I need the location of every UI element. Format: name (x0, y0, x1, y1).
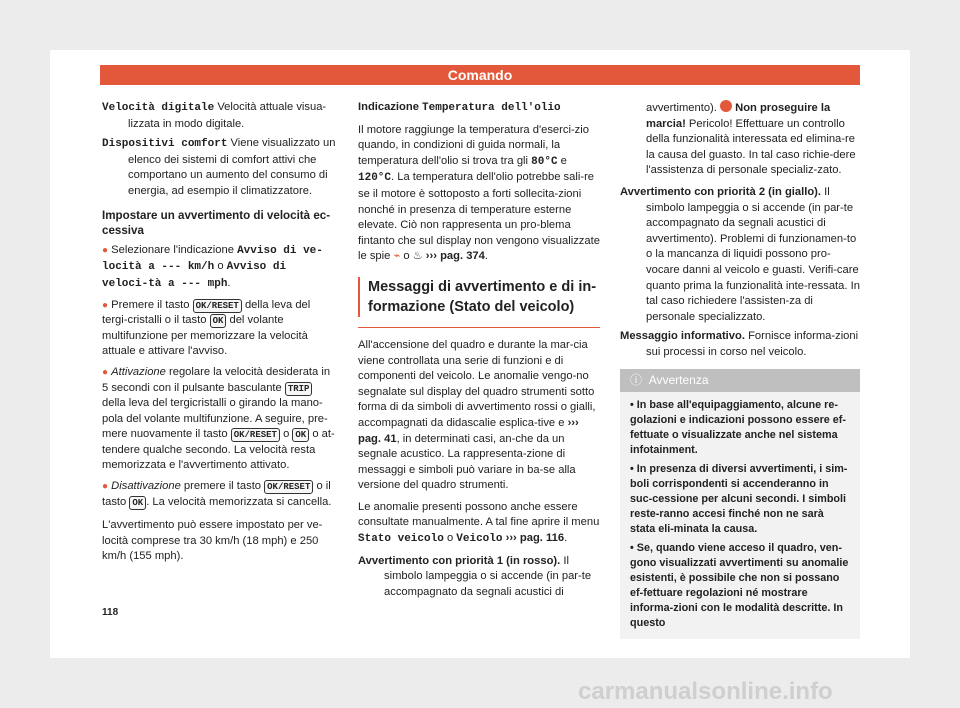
menu-name: Stato veicolo (358, 533, 444, 546)
warning-title: Avvertenza (648, 372, 709, 387)
oil-warning-icon: ⌁ (393, 250, 401, 263)
text: premere il tasto (183, 480, 262, 493)
ok-reset-key-icon: OK/RESET (231, 428, 280, 442)
text: o (446, 532, 454, 545)
definition-priority-1 (358, 554, 600, 601)
page-link[interactable]: ››› pag. 374 (425, 250, 485, 263)
temperature-value: 80°C (531, 155, 558, 168)
heading-rule (358, 327, 600, 328)
text: della leva del tergi-cristalli o il tasto (102, 298, 311, 327)
priority-1-continued (620, 100, 860, 179)
bullet-icon: ● (102, 299, 109, 311)
bullet-activation (102, 365, 338, 474)
paragraph-oil-temp (358, 123, 600, 265)
column-3 (620, 100, 860, 639)
term: Avvertimento con priorità 1 (in rosso). (358, 554, 561, 567)
text: della leva del tergicristalli o girando la mano-pola del volante multifunzione. A seguire, pre-mere nuovamente il tasto (102, 397, 328, 441)
def-text: Viene visualizzato un elenco dei sistemi di comfort attivi che comportano un aumento del consumo di energia, ad esempio il climatizzatore. (128, 137, 336, 197)
text: o (403, 250, 410, 263)
page-number: 118 (102, 607, 119, 618)
info-icon: ⓘ (630, 372, 643, 387)
section-header: Comando (100, 65, 860, 85)
text: Il simbolo lampeggia o si accende (in par-te accompagnato da segnali acustici di (384, 554, 592, 598)
text: o at-tendere qualche secondo. La velocità resta memorizzata e l'avvertimento attivato. (102, 428, 335, 472)
definition-digital-speed (102, 100, 338, 132)
text: . (564, 532, 568, 545)
temperature-value: 120°C (358, 172, 392, 185)
text: . (484, 250, 488, 263)
bullet-deactivation (102, 479, 338, 510)
text: Premere il tasto (111, 298, 190, 311)
term: Messaggio informativo. (620, 330, 745, 343)
trip-key-icon: TRIP (285, 382, 313, 396)
warning-box-header (620, 369, 860, 393)
bullet-select (102, 243, 338, 293)
ok-key-icon: OK (129, 496, 146, 510)
bullet-icon: ● (102, 366, 109, 378)
text: Se, quando viene acceso il quadro, ven-gono visualizzati avvertimenti su anomalie esistenti, è possibile che non si possano ef-fettuare regolazioni né mostrare informa-zioni con le modalità descritte. In questo (630, 542, 849, 630)
text: All'accensione del quadro e durante la mar-cia viene controllata una serie di funzioni e di componenti del veicolo. Le anomalie vengo-no segnalate sul display del quadro strumenti sotto forma di da simboli di avvertimento rossi o gialli, accompagnati da didascalie esplica-tive e (358, 338, 596, 429)
text: , in determinati casi, an-che da un segnale acustico. La rappresenta-zione di messaggi e simboli può variare in ba-se alla versione del quadro strumenti. (358, 432, 576, 492)
page-link[interactable]: ››› pag. 116 (505, 532, 565, 545)
text: Non proseguire la marcia! (646, 102, 831, 130)
page-link[interactable]: ››› pag. 41 (358, 416, 579, 445)
text: Disattivazione (111, 480, 181, 493)
bullet-icon: ● (102, 244, 109, 256)
definition-info-message (620, 329, 860, 360)
watermark: carmanualsonline.info (578, 678, 833, 705)
text: o (283, 428, 290, 441)
definition-priority-2 (620, 185, 860, 325)
oil-temp-icon: ♨ (412, 250, 423, 263)
display-option: Temperatura dell'olio (422, 102, 561, 114)
text: Attivazione (111, 365, 166, 378)
paragraph-speed-range: L'avvertimento può essere impostato per ve-locità comprese tra 30 km/h (18 mph) e 250 km/h (155 mph). (102, 519, 323, 563)
ok-key-icon: OK (210, 314, 227, 328)
text: . (227, 276, 231, 289)
text: . La temperatura dell'olio potrebbe sali-re se il motore è sottoposto a forti sollecita-zioni nonché in presenza di temperature esterne elevate. Ciò non rappresenta un pro-blema fintanto che sul display non vengono visualizzate le spie (358, 171, 600, 263)
warning-item: • Se, quando viene acceso il quadro, ven-gono visualizzati avvertimenti su anomalie esistenti, è possibile che non si possano ef-fettuare regolazioni né mostrare informa-zioni con le modalità descritte. In questo (630, 542, 849, 630)
subheading-speed-warning: Impostare un avvertimento di velocità ec-cessiva (102, 208, 331, 238)
text: Le anomalie presenti possono anche essere consultate manualmente. A tal fine aprire il menu (358, 500, 600, 529)
paragraph-messages (358, 338, 600, 494)
definition-comfort-devices (102, 136, 338, 199)
term: Avvertimento con priorità 2 (in giallo). (620, 185, 821, 198)
term-digital-speed: Velocità digitale (102, 102, 215, 114)
text: del volante multifunzione per memorizzare la velocità attuale e attivare l'avviso. (102, 314, 308, 358)
column-2 (358, 100, 600, 604)
ok-reset-key-icon: OK/RESET (264, 480, 313, 494)
warning-item: • In base all'equipaggiamento, alcune re-golazioni e indicazioni possono essere ef-fettuate o visualizzate anche nel sistema infotainment. (630, 399, 846, 457)
bullet-press (102, 298, 338, 360)
section-heading-messages: Messaggi di avvertimento e di in-formazione (Stato del veicolo) (358, 277, 600, 317)
warning-item: • In presenza di diversi avvertimenti, i sim-boli corrispondenti si accenderanno in suc-cessione per alcuni secondi. I simboli reste-ranno accesi finché non ne sarà stata eli-minata la causa. (630, 463, 848, 536)
text: o (217, 260, 224, 273)
oil-temp-heading (358, 100, 600, 117)
text: o il tasto (102, 480, 331, 508)
text: e (560, 154, 567, 167)
column-1 (102, 100, 338, 571)
text: Fornisce informa-zioni sui processi in corso nel veicolo. (646, 330, 859, 358)
bullet-icon: ● (102, 481, 109, 493)
text: In base all'equipaggiamento, alcune re-golazioni e indicazioni possono essere ef-fettuate o visualizzate anche nel sistema infotainment. (630, 399, 846, 457)
ok-key-icon: OK (292, 428, 309, 442)
text: In presenza di diversi avvertimenti, i sim-boli corrispondenti si accenderanno in suc-cessione per alcuni secondi. I simboli reste-ranno accesi finché non ne sarà stata eli-minata la causa. (630, 463, 848, 536)
term-comfort-devices: Dispositivi comfort (102, 138, 228, 151)
display-option: Avviso di veloci-tà a --- mph (102, 261, 287, 290)
danger-icon (720, 100, 732, 112)
text: Il simbolo lampeggia o si accende (in par-te accompagnato da segnali acustici di avvertimento). Problemi di funzionamen-to o la mancanza di liquidi possono pro-vocare danni al veicolo e guasti. Verifi-care quanto prima la funzionalità inte-ressata. In tal caso richiedere l'assisten-za di personale specializzato. (646, 185, 860, 323)
text: regolare la velocità desiderata in 5 secondi con il pulsante basculante (102, 365, 331, 394)
display-option: Avviso di ve-locità a --- km/h (102, 244, 323, 274)
paragraph-manual-check (358, 500, 600, 548)
text: . La velocità memorizzata si cancella. (146, 495, 332, 508)
text: Selezionare l'indicazione (111, 243, 234, 256)
text: Pericolo! Effettuare un controllo della funzionalità interessata ed elimina-re la causa del guasto. In tal caso richie-dere l'assistenza di personale specializ-zato. (646, 117, 856, 177)
menu-name: Veicolo (456, 533, 503, 546)
warning-box (620, 369, 860, 640)
ok-reset-key-icon: OK/RESET (193, 299, 242, 313)
text: avvertimento). (646, 102, 717, 114)
text: Indicazione (358, 101, 419, 113)
def-text: Velocità attuale visua-lizzata in modo digitale. (128, 101, 327, 130)
warning-box-body (620, 392, 860, 639)
text: Il motore raggiunge la temperatura d'eserci-zio quando, in condizioni di guida normali, la temperatura dell'olio si trova tra gli (358, 123, 589, 167)
